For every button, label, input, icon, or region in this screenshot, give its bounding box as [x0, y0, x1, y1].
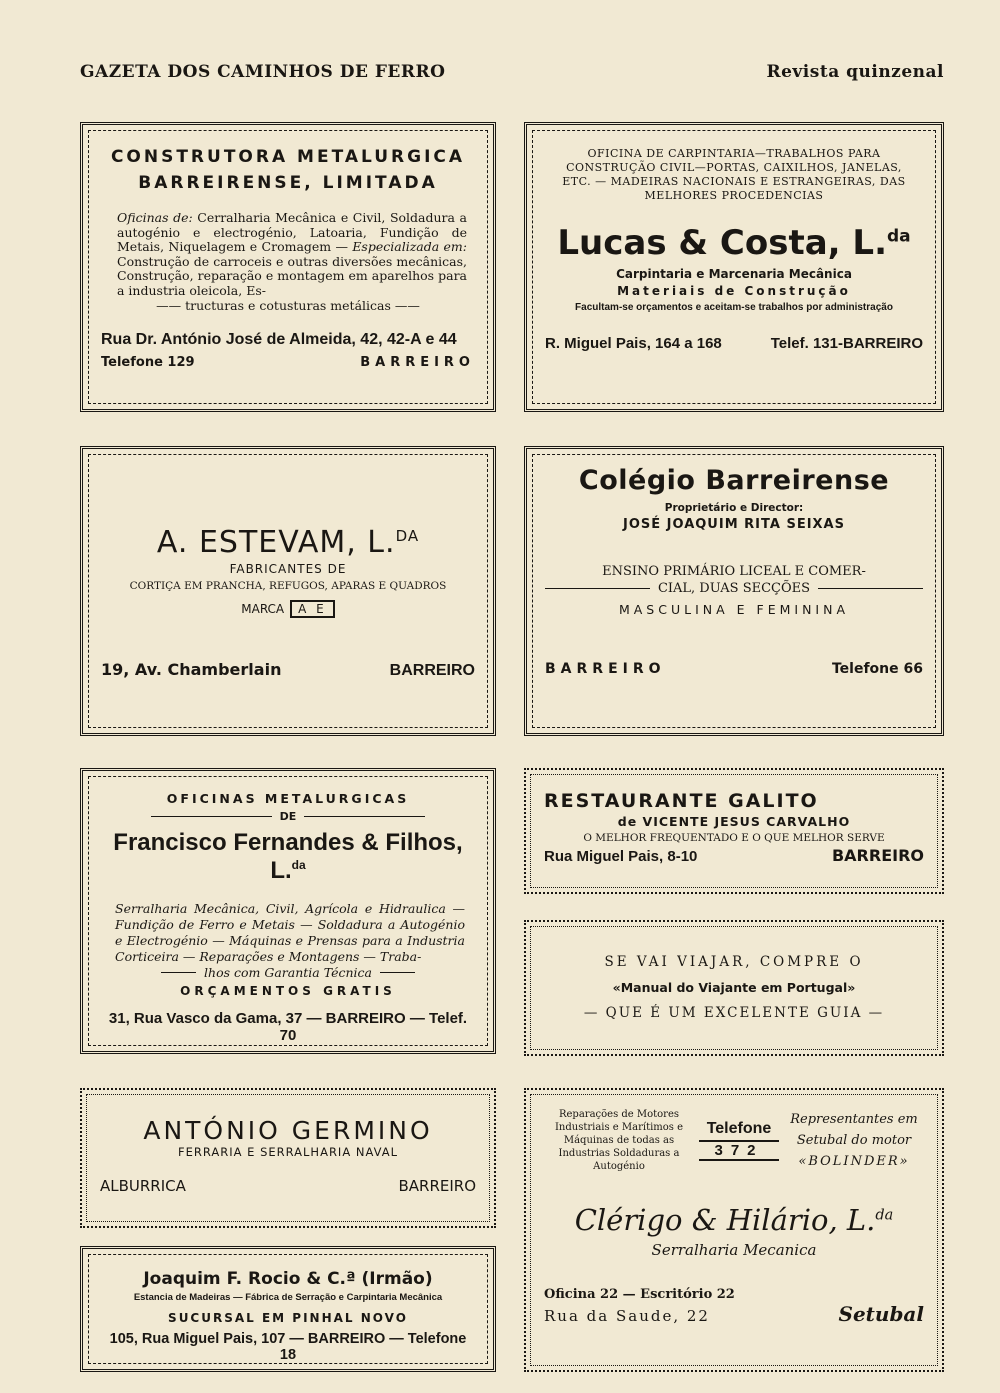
ad-town: BARREIRO [360, 355, 475, 370]
ad-name: Lucas & Costa, L.$^{da}$ [557, 223, 911, 263]
ad-line: Carpintaria e Marcenaria Mecânica [616, 267, 852, 281]
ad-marca: MARCA A E [101, 602, 475, 616]
ad-top-text: OFICINA DE CARPINTARIA—TRABALHOS PARA CONSTRUÇÃO CIVIL—PORTAS, CAIXILHOS, JANELAS, ETC. — MADEIRAS NACIONAIS E ESTRANGEIRAS, DAS MELHORES PROCEDENCIAS [562, 147, 906, 202]
ad-manual-viajante [524, 920, 944, 1056]
ad-body-last: lhos com Garantia Técnica [161, 965, 415, 980]
ad-body-text: Construção de carroceis e outras diversões mecânicas, Construção, reparação e montagem em aparelhos para a industria oleicola, Es- [117, 253, 467, 298]
ad-line: Estancia de Madeiras — Fábrica de Serração e Carpintaria Mecânica [133, 1292, 443, 1303]
ad-line: SUCURSAL EM PINHAL NOVO [168, 1311, 408, 1325]
ad-address: R. Miguel Pais, 164 a 168 [545, 335, 722, 352]
ad-title: BARREIRENSE, LIMITADA [138, 173, 438, 193]
ad-slogan: O MELHOR FREQUENTADO E O QUE MELHOR SERVE [583, 832, 885, 844]
ad-right-text: Representantes em [790, 1112, 918, 1127]
ad-phone: Telefone 66 [831, 661, 923, 677]
ad-line: — QUE É UM EXCELENTE GUIA — [583, 1005, 885, 1021]
ad-body-label: Especializada em: [352, 239, 467, 254]
ad-town: Setubal [838, 1302, 924, 1326]
ad-address: Rua Dr. António José de Almeida, 42, 42-A e 44 [101, 331, 457, 348]
ad-address: 31, Rua Vasco da Gama, 37 — BARREIRO — Telef. 70 [108, 1010, 468, 1044]
ad-town: BARREIRO [389, 662, 475, 679]
ad-line: CIAL, DUAS SECÇÕES [545, 581, 923, 596]
ad-address: 19, Av. Chamberlain [101, 660, 282, 679]
ad-line: SE VAI VIAJAR, COMPRE O [604, 954, 864, 970]
ad-name: Francisco Fernandes & Filhos, L.$^{da}$ [113, 829, 463, 884]
ad-joaquim-rocio [80, 1246, 496, 1372]
ad-body-text: Cerralharia Mecânica e Civil, Soldadura a autogénio e electrogénio, Latoaria, Fundição de Metais, Niquelagem e Cromagem — [117, 210, 467, 254]
ad-name: Colégio Barreirense [578, 465, 890, 496]
ad-address: Rua da Saude, 22 [544, 1307, 710, 1325]
ad-de: DE [151, 810, 425, 823]
ad-lucas-costa [524, 122, 944, 412]
ad-phone: Telefone 129 [101, 355, 195, 370]
ad-francisco-fernandes [80, 768, 496, 1054]
ad-name: RESTAURANTE GALITO [544, 790, 819, 812]
ad-name: Clérigo & Hilário, L.$^{da}$ [574, 1203, 894, 1237]
ad-phone: 372 [699, 1140, 779, 1161]
ad-place: ALBURRICA [100, 1177, 186, 1195]
page-header-subtitle: Revista quinzenal [766, 62, 944, 82]
ad-sub: Serralharia Mecanica [651, 1241, 817, 1259]
ad-restaurante-galito [524, 768, 944, 894]
ad-name: A. ESTEVAM, L.$^{DA}$ [156, 525, 420, 560]
ad-right-text: «BOLINDER» [798, 1154, 910, 1169]
ad-line: Materiais de Construção [617, 284, 851, 298]
ad-director: JOSÉ JOAQUIM RITA SEIXAS [623, 517, 845, 532]
ad-line: Oficina 22 — Escritório 22 [544, 1287, 735, 1302]
ad-title: OFICINAS METALURGICAS [166, 791, 410, 806]
ad-name: ANTÓNIO GERMINO [143, 1116, 433, 1145]
ad-phone-label: Telefone [706, 1120, 772, 1137]
ad-quote: ORÇAMENTOS GRATIS [180, 984, 396, 998]
ad-line: Proprietário e Director: [664, 502, 804, 514]
ad-body-last: —— tructuras e cotusturas metálicas —— [156, 298, 420, 313]
ad-clerigo-hilario [524, 1088, 944, 1372]
ad-line: Facultam-se orçamentos e aceitam-se trabalhos por administração [575, 302, 893, 313]
ad-body: Serralharia Mecânica, Civil, Agrícola e Hidraulica — Fundição de Ferro e Metais — Soldadura a Autogénio e Electrogénio — Máquinas e Prensas para a Industria Corticeira — Reparações e Montagens — Traba- [115, 901, 465, 964]
ad-town: BARREIRO [398, 1177, 476, 1195]
ad-construtora-metalurgica [80, 122, 496, 412]
page-header-title: GAZETA DOS CAMINHOS DE FERRO [80, 62, 446, 82]
ad-title: «Manual do Viajante em Portugal» [612, 980, 856, 995]
ad-line: FABRICANTES DE [229, 562, 347, 576]
ad-body-label: Oficinas de: [117, 210, 193, 225]
ad-line: MASCULINA E FEMININA [618, 602, 850, 617]
ad-title: CONSTRUTORA METALURGICA [110, 147, 466, 167]
ad-antonio-germino [80, 1088, 496, 1228]
ad-town: BARREIRO [831, 846, 924, 865]
ad-marca-box: A E [290, 600, 335, 618]
ad-line: CORTIÇA EM PRANCHA, REFUGOS, APARAS E QUADROS [129, 580, 447, 592]
ad-left-text: Reparações de Motores Industriais e Marítimos e Máquinas de todas as Industrias Soldaduras a Autogénio [554, 1109, 684, 1172]
ad-line: ENSINO PRIMÁRIO LICEAL E COMER- [602, 564, 866, 579]
ad-phone: Telef. 131-BARREIRO [770, 335, 923, 352]
ad-address: 105, Rua Miguel Pais, 107 — BARREIRO — Telefone 18 [109, 1331, 467, 1363]
ad-estevam [80, 446, 496, 736]
ad-body [117, 211, 467, 298]
ad-address: Rua Miguel Pais, 8-10 [544, 848, 698, 865]
ad-right-text: Setubal do motor [796, 1133, 912, 1148]
ad-colegio-barreirense [524, 446, 944, 736]
ad-line: FERRARIA E SERRALHARIA NAVAL [177, 1145, 398, 1159]
ad-name: Joaquim F. Rocio & C.ª (Irmão) [143, 1269, 433, 1289]
ad-owner: de VICENTE JESUS CARVALHO [617, 814, 851, 829]
ad-town: BARREIRO [545, 661, 666, 677]
